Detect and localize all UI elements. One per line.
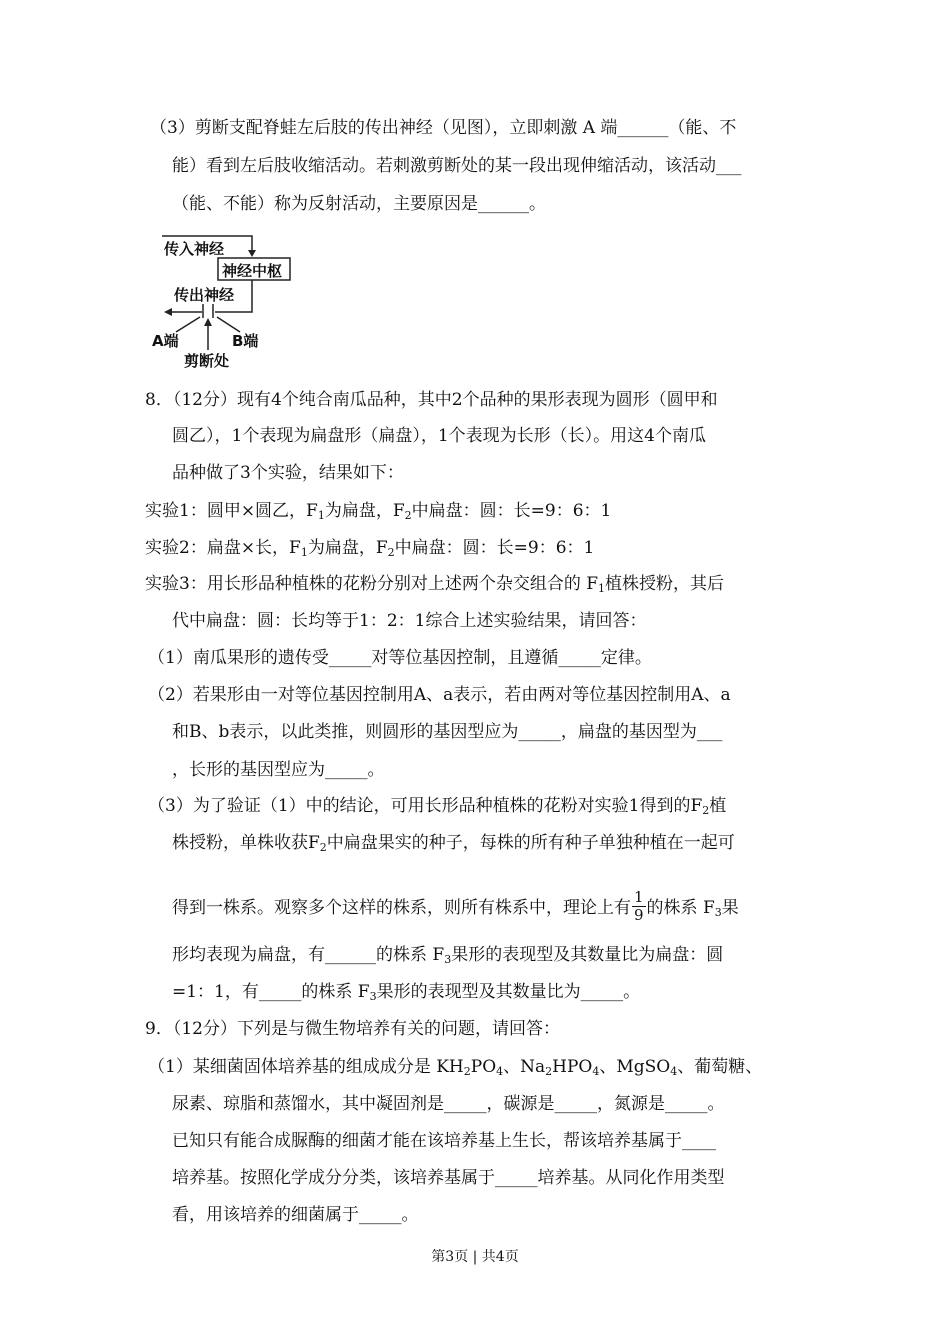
text-segment: 果形的表现型及其数量比为扁盘：圆 <box>451 945 724 965</box>
text-segment: （2）若果形由一对等位基因控制用A、a表示，若由两对等位基因控制用A、a <box>148 685 731 705</box>
subscript: 2 <box>319 841 327 854</box>
text-segment: 实验1：圆甲×圆乙，F <box>145 501 318 521</box>
text-segment: 圆乙），1个表现为扁盘形（扁盘），1个表现为长形（长）。用这4个南瓜 <box>172 426 706 446</box>
text-segment: 实验2：扁盘×长，F <box>145 538 301 558</box>
text-line <box>148 1056 762 1078</box>
text-line <box>148 647 652 669</box>
text-line <box>172 1167 725 1189</box>
subscript: 2 <box>463 1065 471 1078</box>
text-segment: （3）剪断支配脊蛙左后肢的传出神经（见图），立即刺激 A 端______（能、不 <box>150 118 737 138</box>
text-segment: 培养基。按照化学成分分类，该培养基属于_____培养基。从同化作用类型 <box>172 1168 725 1188</box>
text-segment: PO <box>470 1057 497 1077</box>
text-segment: 中扁盘：圆：长=9：6：1 <box>394 538 595 558</box>
text-segment: HPO <box>552 1057 593 1077</box>
text-segment: （3）为了验证（1）中的结论，可用长形品种植株的花粉对实验1得到的F <box>148 796 703 816</box>
text-line <box>145 1018 560 1040</box>
page-footer: 第3页 | 共4页 <box>431 1249 519 1265</box>
subscript: 1 <box>300 546 308 559</box>
subscript: 3 <box>714 906 722 919</box>
subscript: 1 <box>317 509 325 522</box>
text-line <box>172 193 546 215</box>
subscript: 2 <box>387 546 395 559</box>
text-line <box>172 1204 419 1226</box>
text-line <box>172 721 722 743</box>
text-segment: 和B、b表示，以此类推，则圆形的基因型应为_____，扁盘的基因型为___ <box>172 722 723 742</box>
text-line <box>148 795 726 817</box>
text-line <box>172 462 404 484</box>
text-segment: 形均表现为扁盘，有______的株系 F <box>172 945 445 965</box>
text-segment: 植株授粉，其后 <box>605 574 725 594</box>
text-line <box>145 500 611 522</box>
text-segment: 代中扁盘：圆：长均等于1：2：1综合上述实验结果，请回答： <box>172 611 647 631</box>
text-segment: 、MgSO <box>599 1057 671 1077</box>
text-segment: 为扁盘，F <box>307 538 388 558</box>
efferent-nerve-label: 传出神经 <box>174 286 235 304</box>
text-line <box>172 1130 716 1152</box>
reflex-arc-diagram <box>140 228 310 376</box>
text-segment: （1）南瓜果形的遗传受_____对等位基因控制，且遵循_____定律。 <box>148 648 652 668</box>
text-line <box>148 684 731 706</box>
text-segment: 、葡萄糖、 <box>677 1057 763 1077</box>
text-line <box>172 888 739 926</box>
text-segment: 实验3：用长形品种植株的花粉分别对上述两个杂交组合的 F <box>145 574 599 594</box>
text-line <box>145 389 718 411</box>
text-segment: 8．（12分）现有4个纯合南瓜品种，其中2个品种的果形表现为圆形（圆甲和 <box>145 390 718 410</box>
text-line <box>172 944 723 966</box>
text-segment: 、Na <box>503 1057 546 1077</box>
text-segment: 为扁盘，F <box>324 501 405 521</box>
subscript: 2 <box>545 1065 553 1078</box>
nerve-center-label: 神经中枢 <box>222 262 283 280</box>
text-segment: 能）看到左后肢收缩活动。若刺激剪断处的某一段出现伸缩活动，该活动___ <box>172 156 742 176</box>
text-segment: 9．（12分）下列是与微生物培养有关的问题，请回答： <box>145 1019 560 1039</box>
end-a-label: A端 <box>152 332 179 350</box>
text-segment: 品种做了3个实验，结果如下： <box>172 463 404 483</box>
subscript: 3 <box>444 953 452 966</box>
cut-point-label: 剪断处 <box>184 352 230 370</box>
text-line <box>172 759 385 781</box>
fraction-denominator: 9 <box>634 906 644 924</box>
text-segment: ，长形的基因型应为_____。 <box>172 760 385 780</box>
text-segment: =1：1，有_____的株系 F <box>172 982 370 1002</box>
text-line <box>172 832 735 854</box>
text-line <box>145 573 724 595</box>
text-line <box>150 117 736 139</box>
text-segment: （1）某细菌固体培养基的组成成分是 KH <box>148 1057 464 1077</box>
text-line <box>172 155 742 177</box>
subscript: 4 <box>670 1065 678 1078</box>
text-segment: 得到一株系。观察多个这样的株系，则所有株系中，理论上有 <box>172 898 631 918</box>
fraction <box>632 889 646 924</box>
text-segment: （能、不能）称为反射活动，主要原因是______。 <box>172 194 546 214</box>
text-segment: 株授粉，单株收获F <box>172 833 320 853</box>
text-line <box>145 537 594 559</box>
text-segment: 中扁盘果实的种子，每株的所有种子单独种植在一起可 <box>326 833 735 853</box>
subscript: 2 <box>702 804 710 817</box>
text-segment: 的株系 F <box>646 898 715 918</box>
text-segment: 尿素、琼脂和蒸馏水，其中凝固剂是_____，碳源是_____，氮源是_____。 <box>172 1094 725 1114</box>
subscript: 4 <box>496 1065 504 1078</box>
text-segment: 中扁盘：圆：长=9：6：1 <box>411 501 612 521</box>
text-line <box>172 610 646 632</box>
text-line <box>172 425 706 447</box>
text-segment: 已知只有能合成脲酶的细菌才能在该培养基上生长，帮该培养基属于____ <box>172 1131 716 1151</box>
afferent-nerve-label: 传入神经 <box>164 240 225 258</box>
text-segment: 看，用该培养的细菌属于_____。 <box>172 1205 419 1225</box>
subscript: 3 <box>369 990 377 1003</box>
subscript: 1 <box>598 582 606 595</box>
end-b-label: B端 <box>232 332 259 350</box>
subscript: 4 <box>592 1065 600 1078</box>
text-line <box>172 1093 725 1115</box>
fraction-numerator: 1 <box>634 888 644 906</box>
subscript: 2 <box>404 509 412 522</box>
text-segment: 果形的表现型及其数量比为_____。 <box>376 982 641 1002</box>
text-segment: 果 <box>721 898 739 918</box>
text-line <box>172 981 640 1003</box>
text-segment: 植 <box>709 796 727 816</box>
